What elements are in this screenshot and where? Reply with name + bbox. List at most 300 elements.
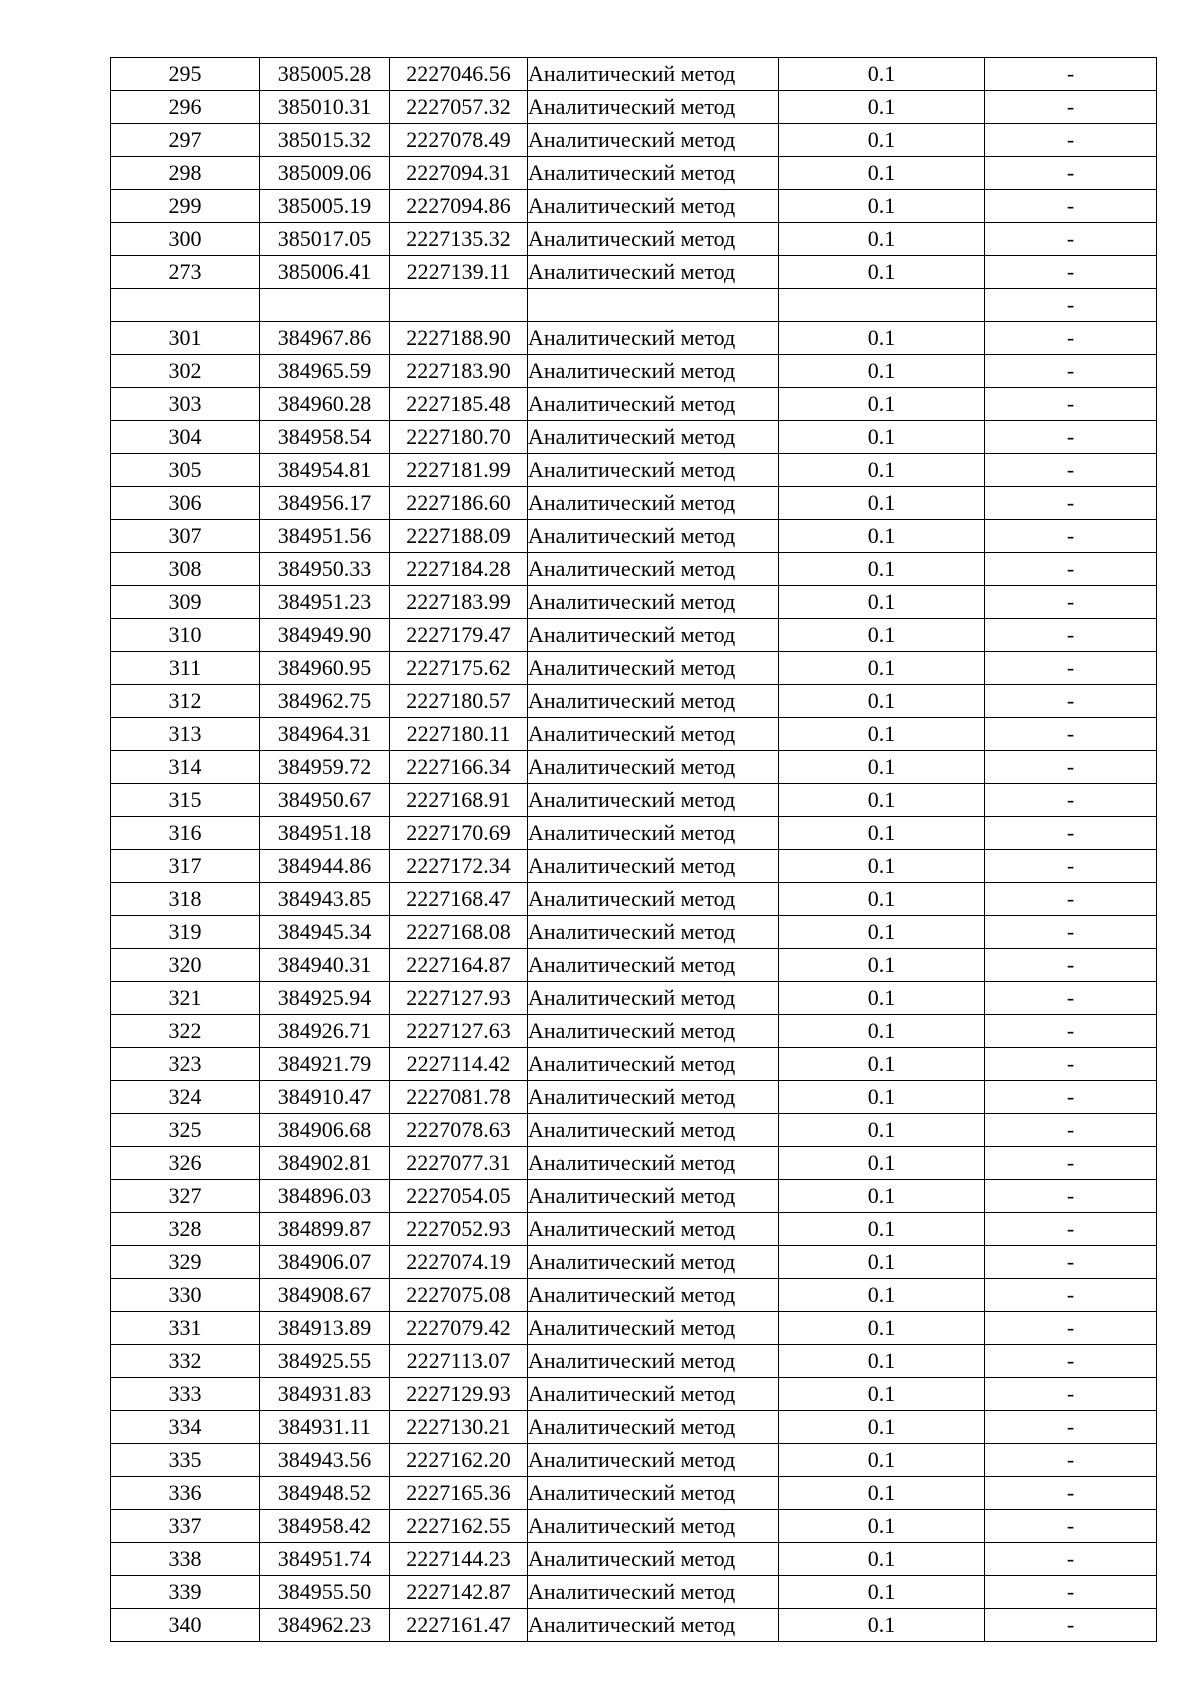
accuracy-cell: 0.1	[779, 1510, 985, 1543]
x-coordinate-cell: 384960.28	[260, 388, 390, 421]
method-cell: Аналитический метод	[528, 817, 779, 850]
x-coordinate-cell: 384940.31	[260, 949, 390, 982]
y-coordinate-cell: 2227181.99	[390, 454, 528, 487]
accuracy-cell: 0.1	[779, 850, 985, 883]
x-coordinate-cell: 384931.11	[260, 1411, 390, 1444]
method-cell: Аналитический метод	[528, 58, 779, 91]
accuracy-cell: 0.1	[779, 1411, 985, 1444]
table-row	[111, 1312, 1157, 1345]
description-cell: -	[985, 1378, 1157, 1411]
point-number-cell: 316	[111, 817, 260, 850]
accuracy-cell: 0.1	[779, 1081, 985, 1114]
table-row	[111, 949, 1157, 982]
accuracy-cell: 0.1	[779, 1477, 985, 1510]
point-number-cell: 309	[111, 586, 260, 619]
y-coordinate-cell: 2227142.87	[390, 1576, 528, 1609]
table-row	[111, 1081, 1157, 1114]
x-coordinate-cell: 384958.54	[260, 421, 390, 454]
description-cell: -	[985, 1213, 1157, 1246]
description-cell: -	[985, 1411, 1157, 1444]
method-cell: Аналитический метод	[528, 454, 779, 487]
method-cell: Аналитический метод	[528, 1444, 779, 1477]
x-coordinate-cell: 385017.05	[260, 223, 390, 256]
method-cell: Аналитический метод	[528, 1312, 779, 1345]
accuracy-cell: 0.1	[779, 454, 985, 487]
x-coordinate-cell: 384950.33	[260, 553, 390, 586]
x-coordinate-cell: 384951.18	[260, 817, 390, 850]
method-cell: Аналитический метод	[528, 256, 779, 289]
x-coordinate-cell: 384962.75	[260, 685, 390, 718]
y-coordinate-cell: 2227135.32	[390, 223, 528, 256]
description-cell: -	[985, 421, 1157, 454]
table-row	[111, 157, 1157, 190]
accuracy-cell: 0.1	[779, 223, 985, 256]
x-coordinate-cell: 384945.34	[260, 916, 390, 949]
point-number-cell: 301	[111, 322, 260, 355]
accuracy-cell: 0.1	[779, 1180, 985, 1213]
y-coordinate-cell: 2227094.31	[390, 157, 528, 190]
x-coordinate-cell: 384955.50	[260, 1576, 390, 1609]
x-coordinate-cell: 384926.71	[260, 1015, 390, 1048]
y-coordinate-cell: 2227168.47	[390, 883, 528, 916]
point-number-cell: 299	[111, 190, 260, 223]
description-cell: -	[985, 91, 1157, 124]
point-number-cell: 310	[111, 619, 260, 652]
point-number-cell: 322	[111, 1015, 260, 1048]
description-cell: -	[985, 1543, 1157, 1576]
table-row	[111, 883, 1157, 916]
point-number-cell: 305	[111, 454, 260, 487]
description-cell: -	[985, 289, 1157, 322]
description-cell: -	[985, 1114, 1157, 1147]
accuracy-cell: 0.1	[779, 91, 985, 124]
table-row	[111, 124, 1157, 157]
table-row	[111, 652, 1157, 685]
table-row	[111, 586, 1157, 619]
method-cell: Аналитический метод	[528, 1213, 779, 1246]
method-cell: Аналитический метод	[528, 553, 779, 586]
x-coordinate-cell: 385005.28	[260, 58, 390, 91]
table-row	[111, 1411, 1157, 1444]
y-coordinate-cell: 2227179.47	[390, 619, 528, 652]
description-cell: -	[985, 487, 1157, 520]
table-row	[111, 1444, 1157, 1477]
method-cell: Аналитический метод	[528, 784, 779, 817]
point-number-cell: 334	[111, 1411, 260, 1444]
table-row	[111, 1477, 1157, 1510]
point-number-cell: 336	[111, 1477, 260, 1510]
point-number-cell: 331	[111, 1312, 260, 1345]
table-row	[111, 553, 1157, 586]
method-cell: Аналитический метод	[528, 1576, 779, 1609]
table-row	[111, 1576, 1157, 1609]
method-cell: Аналитический метод	[528, 1543, 779, 1576]
table-row	[111, 487, 1157, 520]
point-number-cell: 304	[111, 421, 260, 454]
table-row	[111, 1510, 1157, 1543]
table-row	[111, 982, 1157, 1015]
x-coordinate-cell: 384906.68	[260, 1114, 390, 1147]
table-row	[111, 355, 1157, 388]
point-number-cell: 325	[111, 1114, 260, 1147]
point-number-cell: 319	[111, 916, 260, 949]
y-coordinate-cell: 2227185.48	[390, 388, 528, 421]
description-cell: -	[985, 190, 1157, 223]
accuracy-cell: 0.1	[779, 916, 985, 949]
method-cell: Аналитический метод	[528, 982, 779, 1015]
point-number-cell: 295	[111, 58, 260, 91]
method-cell: Аналитический метод	[528, 1411, 779, 1444]
x-coordinate-cell: 384956.17	[260, 487, 390, 520]
table-row	[111, 58, 1157, 91]
description-cell: -	[985, 1477, 1157, 1510]
method-cell: Аналитический метод	[528, 718, 779, 751]
method-cell: Аналитический метод	[528, 1510, 779, 1543]
accuracy-cell: 0.1	[779, 949, 985, 982]
y-coordinate-cell: 2227168.91	[390, 784, 528, 817]
method-cell: Аналитический метод	[528, 1081, 779, 1114]
y-coordinate-cell: 2227175.62	[390, 652, 528, 685]
description-cell: -	[985, 685, 1157, 718]
accuracy-cell: 0.1	[779, 1015, 985, 1048]
description-cell: -	[985, 619, 1157, 652]
point-number-cell: 340	[111, 1609, 260, 1642]
accuracy-cell: 0.1	[779, 157, 985, 190]
y-coordinate-cell: 2227180.11	[390, 718, 528, 751]
y-coordinate-cell	[390, 289, 528, 322]
method-cell: Аналитический метод	[528, 1477, 779, 1510]
x-coordinate-cell: 384951.56	[260, 520, 390, 553]
point-number-cell: 317	[111, 850, 260, 883]
description-cell: -	[985, 1015, 1157, 1048]
x-coordinate-cell: 384944.86	[260, 850, 390, 883]
y-coordinate-cell: 2227183.99	[390, 586, 528, 619]
accuracy-cell: 0.1	[779, 421, 985, 454]
method-cell: Аналитический метод	[528, 1609, 779, 1642]
accuracy-cell: 0.1	[779, 1147, 985, 1180]
description-cell: -	[985, 1180, 1157, 1213]
y-coordinate-cell: 2227184.28	[390, 553, 528, 586]
method-cell: Аналитический метод	[528, 916, 779, 949]
x-coordinate-cell: 384910.47	[260, 1081, 390, 1114]
x-coordinate-cell: 384925.55	[260, 1345, 390, 1378]
x-coordinate-cell: 384958.42	[260, 1510, 390, 1543]
description-cell: -	[985, 1444, 1157, 1477]
accuracy-cell: 0.1	[779, 883, 985, 916]
description-cell: -	[985, 1510, 1157, 1543]
y-coordinate-cell: 2227130.21	[390, 1411, 528, 1444]
accuracy-cell: 0.1	[779, 355, 985, 388]
x-coordinate-cell: 384943.56	[260, 1444, 390, 1477]
x-coordinate-cell: 384921.79	[260, 1048, 390, 1081]
y-coordinate-cell: 2227129.93	[390, 1378, 528, 1411]
x-coordinate-cell: 384899.87	[260, 1213, 390, 1246]
description-cell: -	[985, 124, 1157, 157]
table-row	[111, 223, 1157, 256]
point-number-cell: 314	[111, 751, 260, 784]
point-number-cell: 300	[111, 223, 260, 256]
accuracy-cell: 0.1	[779, 322, 985, 355]
point-number-cell: 328	[111, 1213, 260, 1246]
y-coordinate-cell: 2227170.69	[390, 817, 528, 850]
description-cell: -	[985, 1147, 1157, 1180]
description-cell: -	[985, 883, 1157, 916]
description-cell: -	[985, 652, 1157, 685]
accuracy-cell: 0.1	[779, 124, 985, 157]
x-coordinate-cell: 384902.81	[260, 1147, 390, 1180]
point-number-cell: 321	[111, 982, 260, 1015]
y-coordinate-cell: 2227168.08	[390, 916, 528, 949]
description-cell: -	[985, 949, 1157, 982]
accuracy-cell: 0.1	[779, 487, 985, 520]
table-row	[111, 619, 1157, 652]
point-number-cell: 332	[111, 1345, 260, 1378]
accuracy-cell: 0.1	[779, 1444, 985, 1477]
method-cell: Аналитический метод	[528, 850, 779, 883]
description-cell: -	[985, 454, 1157, 487]
point-number-cell: 311	[111, 652, 260, 685]
description-cell: -	[985, 520, 1157, 553]
method-cell: Аналитический метод	[528, 685, 779, 718]
method-cell: Аналитический метод	[528, 355, 779, 388]
point-number-cell: 330	[111, 1279, 260, 1312]
point-number-cell: 329	[111, 1246, 260, 1279]
y-coordinate-cell: 2227164.87	[390, 949, 528, 982]
y-coordinate-cell: 2227144.23	[390, 1543, 528, 1576]
method-cell: Аналитический метод	[528, 190, 779, 223]
method-cell	[528, 289, 779, 322]
y-coordinate-cell: 2227114.42	[390, 1048, 528, 1081]
description-cell: -	[985, 256, 1157, 289]
point-number-cell: 335	[111, 1444, 260, 1477]
x-coordinate-cell: 385005.19	[260, 190, 390, 223]
table-row	[111, 1015, 1157, 1048]
method-cell: Аналитический метод	[528, 1015, 779, 1048]
table-row	[111, 751, 1157, 784]
accuracy-cell: 0.1	[779, 1345, 985, 1378]
description-cell: -	[985, 1609, 1157, 1642]
point-number-cell: 326	[111, 1147, 260, 1180]
x-coordinate-cell: 384906.07	[260, 1246, 390, 1279]
table-row	[111, 1279, 1157, 1312]
point-number-cell: 333	[111, 1378, 260, 1411]
x-coordinate-cell: 384931.83	[260, 1378, 390, 1411]
point-number-cell: 323	[111, 1048, 260, 1081]
x-coordinate-cell: 385015.32	[260, 124, 390, 157]
description-cell: -	[985, 1048, 1157, 1081]
x-coordinate-cell: 384967.86	[260, 322, 390, 355]
accuracy-cell: 0.1	[779, 388, 985, 421]
table-row	[111, 1180, 1157, 1213]
y-coordinate-cell: 2227077.31	[390, 1147, 528, 1180]
description-cell: -	[985, 553, 1157, 586]
accuracy-cell: 0.1	[779, 190, 985, 223]
y-coordinate-cell: 2227183.90	[390, 355, 528, 388]
accuracy-cell: 0.1	[779, 58, 985, 91]
y-coordinate-cell: 2227081.78	[390, 1081, 528, 1114]
description-cell: -	[985, 1246, 1157, 1279]
accuracy-cell: 0.1	[779, 256, 985, 289]
table-row	[111, 784, 1157, 817]
description-cell: -	[985, 718, 1157, 751]
description-cell: -	[985, 1576, 1157, 1609]
x-coordinate-cell: 385009.06	[260, 157, 390, 190]
table-row	[111, 322, 1157, 355]
description-cell: -	[985, 751, 1157, 784]
x-coordinate-cell: 384964.31	[260, 718, 390, 751]
accuracy-cell: 0.1	[779, 1279, 985, 1312]
y-coordinate-cell: 2227094.86	[390, 190, 528, 223]
point-number-cell: 296	[111, 91, 260, 124]
accuracy-cell: 0.1	[779, 1246, 985, 1279]
y-coordinate-cell: 2227162.20	[390, 1444, 528, 1477]
table-row	[111, 1213, 1157, 1246]
y-coordinate-cell: 2227113.07	[390, 1345, 528, 1378]
y-coordinate-cell: 2227166.34	[390, 751, 528, 784]
method-cell: Аналитический метод	[528, 388, 779, 421]
description-cell: -	[985, 388, 1157, 421]
method-cell: Аналитический метод	[528, 421, 779, 454]
table-row	[111, 289, 1157, 322]
point-number-cell: 303	[111, 388, 260, 421]
x-coordinate-cell: 384913.89	[260, 1312, 390, 1345]
description-cell: -	[985, 1312, 1157, 1345]
x-coordinate-cell: 384951.23	[260, 586, 390, 619]
description-cell: -	[985, 1345, 1157, 1378]
table-row	[111, 256, 1157, 289]
accuracy-cell: 0.1	[779, 982, 985, 1015]
table-row	[111, 1147, 1157, 1180]
method-cell: Аналитический метод	[528, 586, 779, 619]
x-coordinate-cell: 384925.94	[260, 982, 390, 1015]
table-row	[111, 1609, 1157, 1642]
method-cell: Аналитический метод	[528, 91, 779, 124]
method-cell: Аналитический метод	[528, 1147, 779, 1180]
x-coordinate-cell: 384960.95	[260, 652, 390, 685]
description-cell: -	[985, 223, 1157, 256]
point-number-cell: 273	[111, 256, 260, 289]
method-cell: Аналитический метод	[528, 1246, 779, 1279]
method-cell: Аналитический метод	[528, 949, 779, 982]
y-coordinate-cell: 2227162.55	[390, 1510, 528, 1543]
point-number-cell: 338	[111, 1543, 260, 1576]
table-row	[111, 1246, 1157, 1279]
table-row	[111, 454, 1157, 487]
method-cell: Аналитический метод	[528, 322, 779, 355]
y-coordinate-cell: 2227075.08	[390, 1279, 528, 1312]
accuracy-cell: 0.1	[779, 1576, 985, 1609]
description-cell: -	[985, 784, 1157, 817]
accuracy-cell: 0.1	[779, 817, 985, 850]
description-cell: -	[985, 982, 1157, 1015]
table-row	[111, 718, 1157, 751]
x-coordinate-cell: 384949.90	[260, 619, 390, 652]
table-row	[111, 1378, 1157, 1411]
description-cell: -	[985, 1279, 1157, 1312]
accuracy-cell: 0.1	[779, 784, 985, 817]
accuracy-cell: 0.1	[779, 1312, 985, 1345]
point-number-cell: 318	[111, 883, 260, 916]
accuracy-cell	[779, 289, 985, 322]
y-coordinate-cell: 2227180.57	[390, 685, 528, 718]
y-coordinate-cell: 2227078.49	[390, 124, 528, 157]
point-number-cell: 307	[111, 520, 260, 553]
table-row	[111, 91, 1157, 124]
method-cell: Аналитический метод	[528, 124, 779, 157]
y-coordinate-cell: 2227127.63	[390, 1015, 528, 1048]
method-cell: Аналитический метод	[528, 652, 779, 685]
table-row	[111, 1345, 1157, 1378]
x-coordinate-cell: 384951.74	[260, 1543, 390, 1576]
table-row	[111, 388, 1157, 421]
y-coordinate-cell: 2227161.47	[390, 1609, 528, 1642]
x-coordinate-cell: 385010.31	[260, 91, 390, 124]
accuracy-cell: 0.1	[779, 1114, 985, 1147]
accuracy-cell: 0.1	[779, 1378, 985, 1411]
point-number-cell: 302	[111, 355, 260, 388]
accuracy-cell: 0.1	[779, 718, 985, 751]
y-coordinate-cell: 2227186.60	[390, 487, 528, 520]
description-cell: -	[985, 58, 1157, 91]
point-number-cell: 297	[111, 124, 260, 157]
x-coordinate-cell: 384943.85	[260, 883, 390, 916]
coordinates-table	[110, 57, 1157, 1642]
method-cell: Аналитический метод	[528, 883, 779, 916]
y-coordinate-cell: 2227079.42	[390, 1312, 528, 1345]
y-coordinate-cell: 2227165.36	[390, 1477, 528, 1510]
point-number-cell: 339	[111, 1576, 260, 1609]
accuracy-cell: 0.1	[779, 1543, 985, 1576]
coordinates-table-body	[111, 58, 1157, 1642]
table-row	[111, 817, 1157, 850]
y-coordinate-cell: 2227046.56	[390, 58, 528, 91]
point-number-cell	[111, 289, 260, 322]
description-cell: -	[985, 322, 1157, 355]
method-cell: Аналитический метод	[528, 1048, 779, 1081]
description-cell: -	[985, 1081, 1157, 1114]
y-coordinate-cell: 2227057.32	[390, 91, 528, 124]
method-cell: Аналитический метод	[528, 223, 779, 256]
table-row	[111, 1543, 1157, 1576]
table-row	[111, 190, 1157, 223]
method-cell: Аналитический метод	[528, 751, 779, 784]
table-row	[111, 916, 1157, 949]
accuracy-cell: 0.1	[779, 619, 985, 652]
y-coordinate-cell: 2227139.11	[390, 256, 528, 289]
y-coordinate-cell: 2227172.34	[390, 850, 528, 883]
method-cell: Аналитический метод	[528, 1345, 779, 1378]
point-number-cell: 327	[111, 1180, 260, 1213]
method-cell: Аналитический метод	[528, 157, 779, 190]
table-row	[111, 421, 1157, 454]
description-cell: -	[985, 817, 1157, 850]
method-cell: Аналитический метод	[528, 619, 779, 652]
accuracy-cell: 0.1	[779, 520, 985, 553]
x-coordinate-cell: 384950.67	[260, 784, 390, 817]
point-number-cell: 324	[111, 1081, 260, 1114]
y-coordinate-cell: 2227180.70	[390, 421, 528, 454]
table-row	[111, 520, 1157, 553]
y-coordinate-cell: 2227074.19	[390, 1246, 528, 1279]
accuracy-cell: 0.1	[779, 1609, 985, 1642]
x-coordinate-cell: 384896.03	[260, 1180, 390, 1213]
x-coordinate-cell: 384948.52	[260, 1477, 390, 1510]
y-coordinate-cell: 2227052.93	[390, 1213, 528, 1246]
accuracy-cell: 0.1	[779, 553, 985, 586]
point-number-cell: 308	[111, 553, 260, 586]
table-row	[111, 850, 1157, 883]
point-number-cell: 337	[111, 1510, 260, 1543]
